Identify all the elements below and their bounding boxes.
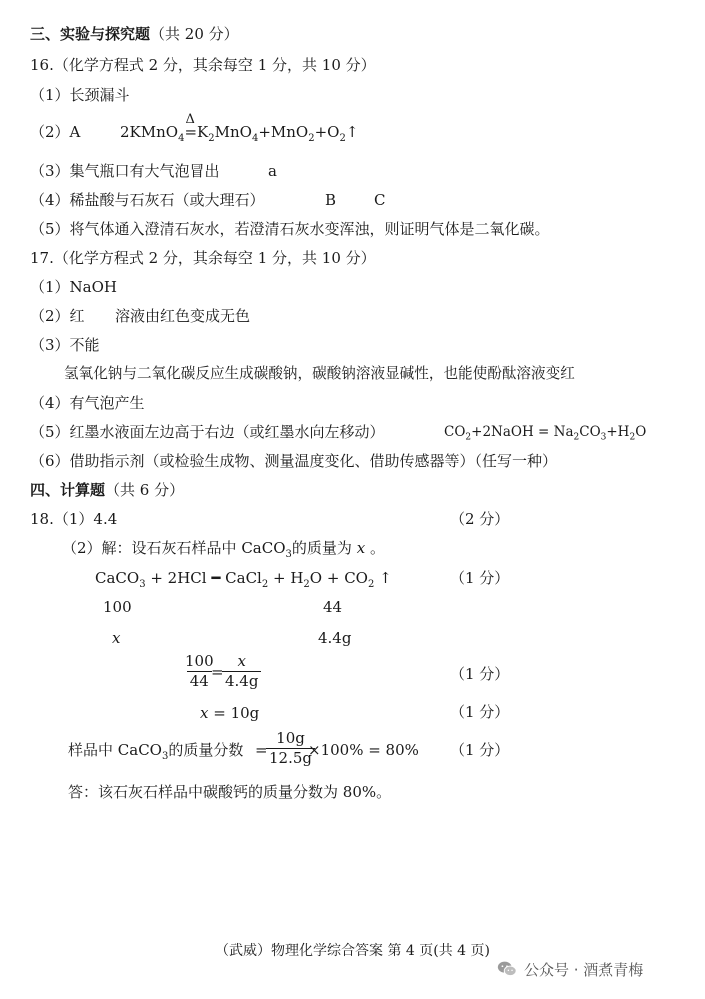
q16-answer-4: （4）稀盐酸与石灰石（或大理石） <box>30 191 265 209</box>
q18-setup: （2）解：设石灰石样品中 CaCO$_3$的质量为 x 。 <box>62 539 385 560</box>
q17-equation: $CO_2+2NaOH = Na_2CO_3+H_2O$ <box>444 424 647 443</box>
q18-percent-fraction: $\frac{10g}{12.5g}$ <box>266 729 315 768</box>
q16-answer-3: （3）集气瓶口有大气泡冒出 <box>30 162 220 180</box>
q18-molar-mass-2: 44 <box>323 598 343 616</box>
q17-answer-1: （1）NaOH <box>30 278 117 296</box>
section-3-title: 三、实验与探究题（共 20 分） <box>30 25 239 43</box>
q16-header: 16.（化学方程式 2 分，其余每空 1 分，共 10 分） <box>30 56 376 74</box>
q18-ratio-equals: = <box>211 663 224 681</box>
q17-answer-3-reason: 氢氧化钠与二氧化碳反应生成碳酸钠，碳酸钠溶液显碱性，也能使酚酞溶液变红 <box>64 365 575 382</box>
q17-answer-2-b: 溶液由红色变成无色 <box>115 307 251 325</box>
section-4-title: 四、计算题（共 6 分） <box>30 481 185 499</box>
page-footer: （武威）物理化学综合答案 第 4 页(共 4 页) <box>215 943 490 959</box>
q16-answer-5: （5）将气体通入澄清石灰水，若澄清石灰水变浑浊，则证明气体是二氧化碳。 <box>30 220 550 238</box>
watermark-text: 公众号 · 酒煮青梅 <box>524 960 644 979</box>
wechat-icon <box>496 958 518 980</box>
q16-answer-1: （1）长颈漏斗 <box>30 86 130 104</box>
q17-answer-4: （4）有气泡产生 <box>30 394 145 412</box>
q18-solve: x = 10g <box>200 704 260 722</box>
q18-ratio-left: $\frac{100}{44}$ <box>185 652 214 690</box>
q17-answer-5: （5）红墨水液面左边高于右边（或红墨水向左移动） <box>30 423 385 441</box>
q18-equation: CaCO$_3$ + 2HCl ━ CaCl$_2$ + $H_2O + CO_2$ ↑ <box>95 569 392 590</box>
q18-answer-1: 18.（1）4.4 <box>30 510 118 528</box>
q18-percent-result: ×100% = 80% <box>308 741 419 759</box>
q18-answer: 答：该石灰石样品中碳酸钙的质量分数为 80%。 <box>68 783 392 801</box>
q18-ratio-right: $\frac{x}{4.4g}$ <box>222 652 261 691</box>
q18-equation-score: （1 分） <box>450 569 510 587</box>
q18-unknown: x <box>112 629 121 647</box>
q16-answer-3-option: a <box>268 162 277 180</box>
watermark <box>496 958 643 980</box>
q18-answer-1-score: （2 分） <box>450 510 510 528</box>
q17-header: 17.（化学方程式 2 分，其余每空 1 分，共 10 分） <box>30 249 376 267</box>
q18-molar-mass-1: 100 <box>103 598 132 616</box>
q16-answer-4-option-2: C <box>374 191 386 209</box>
q18-percent-equals: = <box>255 741 268 759</box>
q18-known-mass: 4.4g <box>318 629 352 647</box>
q16-equation: 2KMnO$_4$ Δ $=K_2MnO_4+MnO_2+O_2↑$ <box>120 112 359 144</box>
q16-answer-4-option-1: B <box>325 191 337 209</box>
q17-answer-3: （3）不能 <box>30 336 100 354</box>
q18-percent-label: 样品中 CaCO$_3$的质量分数 <box>68 741 244 762</box>
q18-ratio-score: （1 分） <box>450 665 510 683</box>
q17-answer-6: （6）借助指示剂（或检验生成物、测量温度变化、借助传感器等）（任写一种） <box>30 452 558 470</box>
q18-percent-score: （1 分） <box>450 741 510 759</box>
q17-answer-2: （2）红 <box>30 307 85 325</box>
q16-answer-2-label: （2）A <box>30 123 81 141</box>
q18-solve-score: （1 分） <box>450 703 510 721</box>
